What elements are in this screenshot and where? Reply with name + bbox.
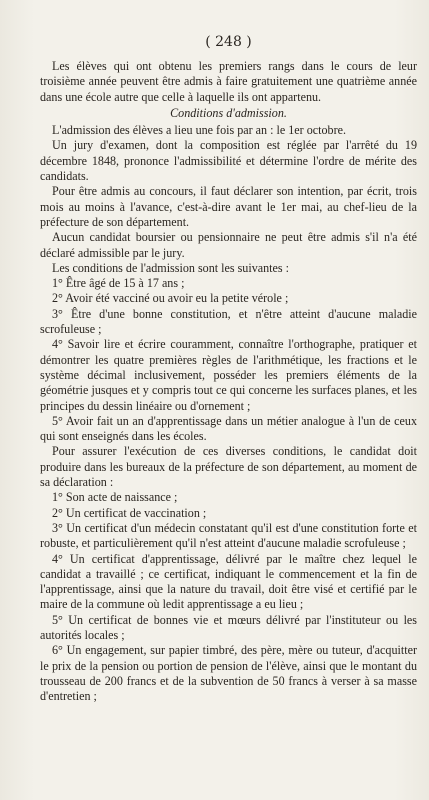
list-item: 4° Savoir lire et écrire couramment, connaître l'orthographe, pratiquer et démontrer les quatre premières règles de l'arithmétique, les fractions et le système décimal inclusivement, posséder les premiers éléments de la géométrie jusques et y compris tout ce qui concerne les surfaces planes, et les principes du dessin linéaire ou d'ornement ; — [40, 337, 417, 413]
list-item: 5° Avoir fait un an d'apprentissage dans un métier analogue à l'un de ceux qui sont enseignés dans les écoles. — [40, 413, 417, 444]
list-item: 2° Avoir été vacciné ou avoir eu la petite vérole ; — [52, 291, 289, 306]
list-item: 3° Être d'une bonne constitution, et n'être atteint d'aucune maladie scrofuleuse ; — [40, 306, 417, 337]
list-item: 4° Un certificat d'apprentissage, délivré par le maître chez lequel le candidat a travaillé ; ce certificat, indiquant le commencement et la fin de l'apprentissage, ainsi que la nature du travail, doit être visé et certifié par le maire de la commune où ledit apprentissage a eu lieu ; — [40, 551, 417, 612]
list-item: 1° Son acte de naissance ; — [52, 490, 178, 505]
list-item: 5° Un certificat de bonnes vie et mœurs délivré par l'instituteur ou les autorités locales ; — [40, 612, 417, 642]
page-text — [40, 59, 417, 704]
page-number: ( 248 ) — [205, 34, 252, 50]
paragraph: L'admission des élèves a lieu une fois par an : le 1er octobre. — [52, 123, 347, 138]
paragraph: Pour être admis au concours, il faut déclarer son intention, par écrit, trois mois au moins à l'avance, c'est-à-dire avant le 1er mai, au chef-lieu de la préfecture de son département. — [40, 184, 417, 229]
section-heading: Conditions d'admission. — [170, 105, 287, 120]
list-item: 6° Un engagement, sur papier timbré, des père, mère ou tuteur, d'acquitter le prix de la pension ou portion de pension de l'élève, ainsi que le montant du trousseau de 200 francs et de la subvention de 50 francs à verser à sa masse d'entretien ; — [40, 643, 417, 704]
paragraph: Les élèves qui ont obtenu les premiers rangs dans le cours de leur troisième année peuvent être admis à faire gratuitement une quatrième année dans une école autre que celle à laquelle ils ont appartenu. — [40, 59, 417, 104]
list-item: 3° Un certificat d'un médecin constatant qu'il est d'une constitution forte et robuste, et particulièrement qu'il n'est atteint d'aucune maladie scrofuleuse ; — [40, 520, 417, 551]
paragraph: Aucun candidat boursier ou pensionnaire ne peut être admis s'il n'a été déclaré admissible par le jury. — [40, 230, 417, 260]
paragraph: Un jury d'examen, dont la composition est réglée par l'arrêté du 19 décembre 1848, prononce l'admissibilité et détermine l'ordre de mérite des candidats. — [40, 138, 417, 184]
paragraph: Pour assurer l'exécution de ces diverses conditions, le candidat doit produire dans les bureaux de la préfecture de son département, au moment de sa déclaration : — [40, 444, 417, 490]
paragraph: Les conditions de l'admission sont les suivantes : — [52, 260, 289, 275]
list-item: 2° Un certificat de vaccination ; — [52, 505, 207, 520]
list-item: 1° Être âgé de 15 à 17 ans ; — [52, 276, 185, 291]
